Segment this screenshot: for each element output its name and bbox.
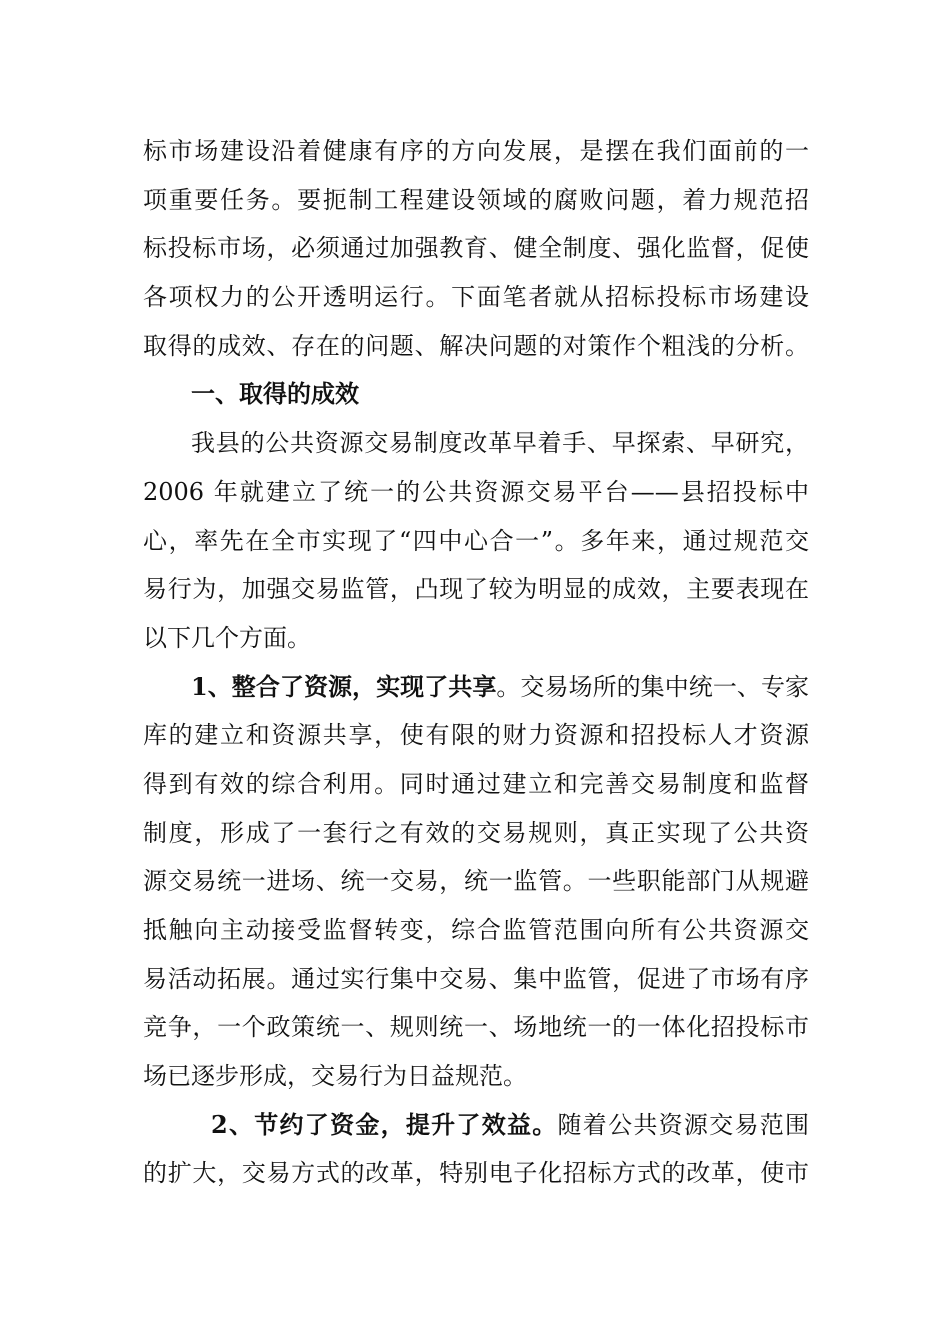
text-line: 以下几个方面。 [143, 623, 311, 652]
text-line: 各项权力的公开透明运行。下面笔者就从招标投标市场建设 [143, 283, 809, 312]
document-page [143, 127, 809, 1198]
text-line: 制度，形成了一套行之有效的交易规则，真正实现了公共资 [143, 818, 809, 847]
item-2-title: 2、节约了资金，提升了效益。 [211, 1109, 558, 1139]
text-line: 易行为，加强交易监管，凸现了较为明显的成效，主要表现在 [143, 575, 809, 604]
item-1-text: 。交易场所的集中统一、专家 [496, 672, 809, 701]
text-line: 竞争，一个政策统一、规则统一、场地统一的一体化招投标市 [143, 1013, 809, 1042]
section-heading: 一、取得的成效 [191, 379, 359, 409]
text-line: 2006 年就建立了统一的公共资源交易平台——县招投标中 [143, 477, 809, 506]
text-line: 取得的成效、存在的问题、解决问题的对策作个粗浅的分析。 [143, 331, 809, 360]
item-2-text: 随着公共资源交易范围 [557, 1110, 809, 1139]
text-line: 标投标市场，必须通过加强教育、健全制度、强化监督，促使 [143, 234, 809, 263]
paragraph-1 [143, 127, 809, 370]
item-2-first-line [143, 1101, 809, 1150]
item-1 [143, 663, 809, 1101]
text-line: 抵触向主动接受监督转变，综合监管范围向所有公共资源交 [143, 916, 809, 944]
text-line: 源交易统一进场、统一交易，统一监管。一些职能部门从规避 [143, 867, 809, 896]
item-1-title: 1、整合了资源，实现了共享 [191, 671, 497, 701]
text-line: 我县的公共资源交易制度改革早着手、早探索、早研究， [191, 429, 809, 458]
item-1-first-line [143, 663, 809, 712]
text-line: 库的建立和资源共享，使有限的财力资源和招投标人才资源 [143, 721, 809, 750]
item-2 [143, 1101, 809, 1198]
text-line: 的扩大，交易方式的改革，特别电子化招标方式的改革，使市 [143, 1159, 809, 1188]
paragraph-2 [143, 419, 809, 662]
text-line: 得到有效的综合利用。同时通过建立和完善交易制度和监督 [143, 769, 809, 798]
text-line: 易活动拓展。通过实行集中交易、集中监管，促进了市场有序 [143, 964, 809, 993]
text-line: 标市场建设沿着健康有序的方向发展，是摆在我们面前的一 [143, 137, 809, 165]
text-line: 项重要任务。要扼制工程建设领域的腐败问题，着力规范招 [143, 185, 809, 214]
text-line: 心，率先在全市实现了“四中心合一”。多年来，通过规范交 [143, 526, 809, 555]
text-line: 场已逐步形成，交易行为日益规范。 [143, 1062, 527, 1091]
